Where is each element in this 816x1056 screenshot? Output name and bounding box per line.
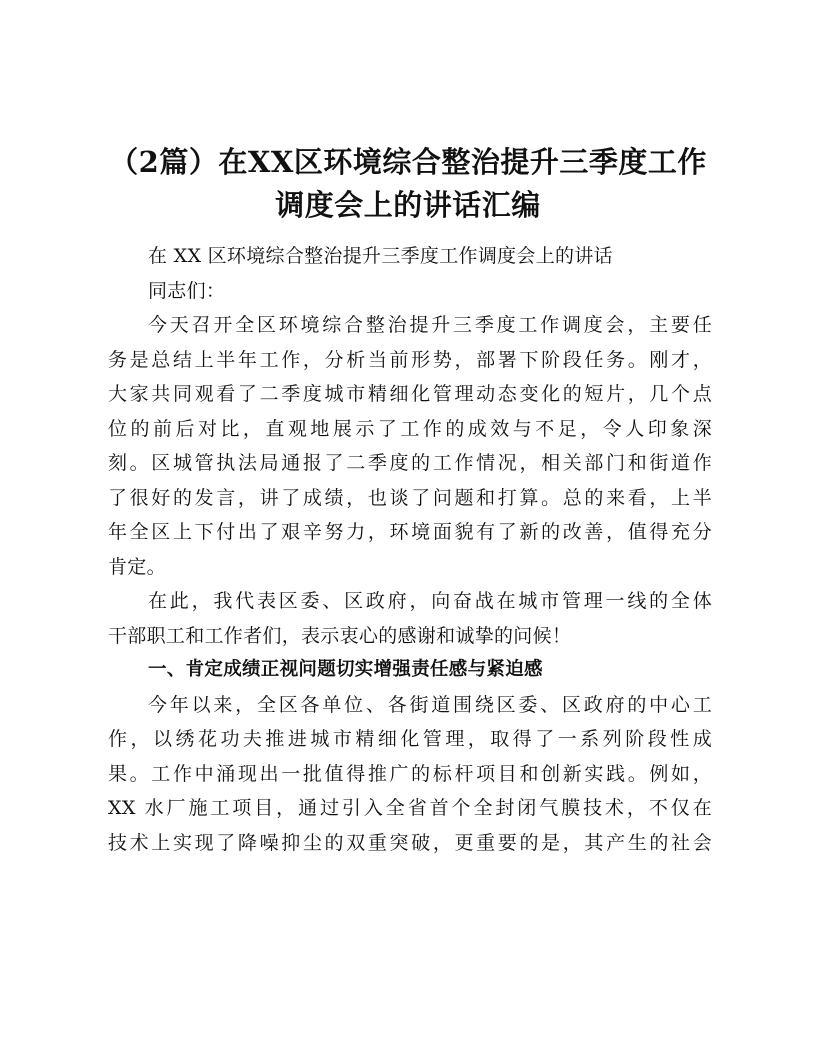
paragraph-line: 今年以来，全区各单位、各街道围绕区委、区政府的中心工 [148, 693, 712, 716]
paragraph-line: 大家共同观看了二季度城市精细化管理动态变化的短片，几个点 [108, 383, 712, 405]
paragraph-line: 刻。区城管执法局通报了二季度的工作情况，相关部门和街道作 [108, 452, 712, 474]
paragraph-line: 果。工作中涌现出一批值得推广的标杆项目和创新实践。例如， [108, 762, 712, 785]
paragraph-thanks [108, 584, 712, 653]
paragraph-line: 在此，我代表区委、区政府，向奋战在城市管理一线的全体 [148, 590, 712, 612]
paragraph-line: XX 水厂施工项目，通过引入全省首个全封闭气膜技术，不仅在 [108, 797, 712, 819]
paragraph-line: 位的前后对比，直观地展示了工作的成效与不足，令人印象深 [108, 417, 712, 440]
document-body [108, 239, 712, 860]
paragraph-line: 年全区上下付出了艰辛努力，环境面貌有了新的改善，值得充分 [108, 521, 712, 543]
paragraph-line: 务是总结上半年工作，分析当前形势，部署下阶段任务。刚才， [108, 348, 712, 371]
paragraph-line: 作，以绣花功夫推进城市精细化管理，取得了一系列阶段性成 [108, 728, 712, 750]
document-title-line-2: 调度会上的讲话汇编 [275, 188, 541, 222]
section-heading: 一、肯定成绩正视问题切实增强责任感与紧迫感 [148, 659, 543, 680]
paragraph-line: 干部职工和工作者们，表示衷心的感谢和诚挚的问候！ [108, 624, 572, 647]
document-title-line-1: （2篇）在XX区环境综合整治提升三季度工作 [109, 145, 707, 179]
paragraph-achievements [108, 688, 712, 861]
paragraph-opening [108, 308, 712, 584]
paragraph-line: 今天召开全区环境综合整治提升三季度工作调度会，主要任 [148, 314, 712, 336]
paragraph-line: 技术上实现了降噪抑尘的双重突破，更重要的是，其产生的社会 [108, 831, 712, 854]
paragraph-line: 肯定。 [108, 555, 166, 578]
speech-subtitle: 在 XX 区环境综合整治提升三季度工作调度会上的讲话 [148, 245, 613, 267]
paragraph-line: 了很好的发言，讲了成绩，也谈了问题和打算。总的来看，上半 [108, 486, 712, 509]
salutation: 同志们： [148, 279, 226, 302]
